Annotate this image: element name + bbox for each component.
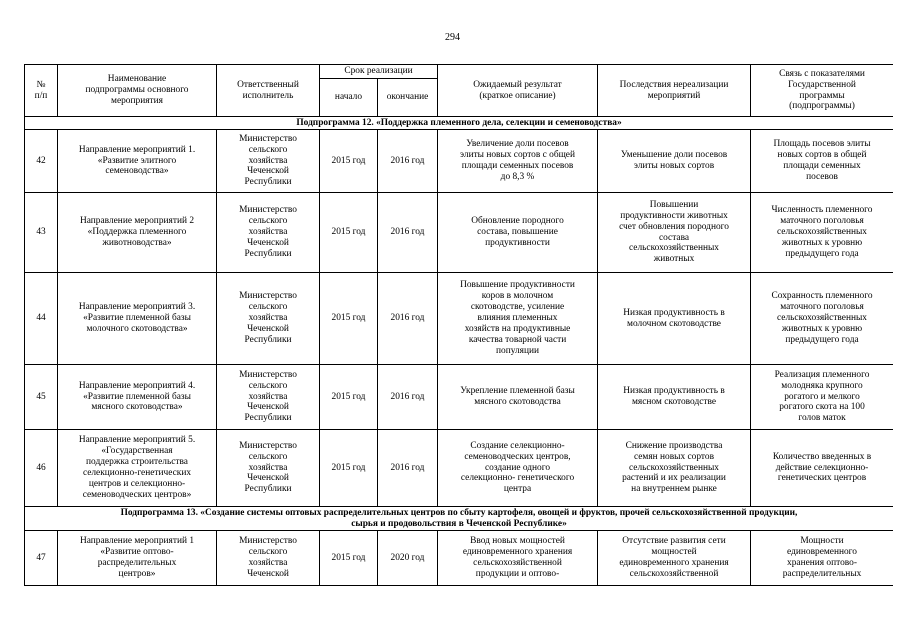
table-row [25,531,894,586]
header-consequences: Последствия нереализации мероприятий [598,65,751,117]
page-number: 294 [445,32,460,43]
cell-consequences: Низкая продуктивность в молочном скотоводстве [598,273,751,365]
cell-executor: Министерство сельского хозяйства Чеченской Республики [217,130,320,193]
cell-result: Обновление породного состава, повышение продуктивности [438,193,598,273]
table-row [25,365,894,430]
cell-consequences: Снижение производства семян новых сортов сельскохозяйственных растений и их реализации на внутреннем рынке [598,430,751,507]
cell-name: Направление мероприятий 2 «Поддержка племенного животноводства» [58,193,217,273]
cell-link: Реализация племенного молодняка крупного рогатого и мелкого рогатого скота на 100 голов маток [751,365,893,430]
cell-start: 2015 год [320,365,378,430]
cell-executor: Министерство сельского хозяйства Чеченской Республики [217,430,320,507]
header-row-1 [25,65,894,79]
cell-result: Ввод новых мощностей единовременного хранения сельскохозяйственной продукции и оптово- [438,531,598,586]
table-row [25,130,894,193]
cell-name: Направление мероприятий 5. «Государственная поддержка строительства селекционно-генетических центров и селекционно- семеноводческих центров» [58,430,217,507]
header-term-start: начало [320,79,378,117]
subprogram-title: Подпрограмма 13. «Создание системы оптовых распределительных центров по сбыту картофеля, овощей и фруктов, прочей сельскохозяйственной продукции, сырья и продовольствия в Чеченской Республике» [25,507,894,531]
cell-end: 2016 год [378,193,438,273]
cell-link: Количество введенных в действие селекционно- генетических центров [751,430,893,507]
measures-table [24,64,893,586]
cell-end: 2020 год [378,531,438,586]
cell-name: Направление мероприятий 4. «Развитие племенной базы мясного скотоводства» [58,365,217,430]
table-container [24,64,893,640]
header-link: Связь с показателями Государственной программы (подпрограммы) [751,65,893,117]
cell-executor: Министерство сельского хозяйства Чеченской Республики [217,273,320,365]
cell-executor: Министерство сельского хозяйства Чеченской Республики [217,193,320,273]
cell-result: Укрепление племенной базы мясного скотоводства [438,365,598,430]
cell-num: 42 [25,130,58,193]
header-result: Ожидаемый результат (краткое описание) [438,65,598,117]
cell-num: 44 [25,273,58,365]
cell-consequences: Низкая продуктивность в мясном скотоводстве [598,365,751,430]
cell-end: 2016 год [378,365,438,430]
cell-consequences: Уменьшение доли посевов элиты новых сортов [598,130,751,193]
cell-executor: Министерство сельского хозяйства Чеченской [217,531,320,586]
cell-num: 45 [25,365,58,430]
cell-executor: Министерство сельского хозяйства Чеченской Республики [217,365,320,430]
cell-result: Увеличение доли посевов элиты новых сортов с общей площади семенных посевов до 8,3 % [438,130,598,193]
cell-name: Направление мероприятий 1 «Развитие оптово- распределительных центров» [58,531,217,586]
cell-link: Площадь посевов элиты новых сортов в общей площади семенных посевов [751,130,893,193]
cell-num: 47 [25,531,58,586]
header-num: № п/п [25,65,58,117]
cell-name: Направление мероприятий 1. «Развитие элитного семеноводства» [58,130,217,193]
cell-result: Создание селекционно- семеноводческих центров, создание одного селекционно- генетического центра [438,430,598,507]
cell-link: Сохранность племенного маточного поголовья сельскохозяйственных животных к уровню предыдущего года [751,273,893,365]
table-row [25,273,894,365]
header-name: Наименование подпрограммы основного мероприятия [58,65,217,117]
cell-consequences: Повышении продуктивности животных счет обновления породного состава сельскохозяйственных животных [598,193,751,273]
cell-consequences: Отсутствие развития сети мощностей единовременного хранения сельскохозяйственной [598,531,751,586]
cell-start: 2015 год [320,430,378,507]
cell-end: 2016 год [378,430,438,507]
subprogram-row [25,117,894,130]
cell-num: 46 [25,430,58,507]
cell-link: Мощности единовременного хранения оптово- распределительных [751,531,893,586]
header-term-end: окончание [378,79,438,117]
cell-start: 2015 год [320,130,378,193]
header-executor: Ответственный исполнитель [217,65,320,117]
subprogram-title: Подпрограмма 12. «Поддержка племенного дела, селекции и семеноводства» [25,117,894,130]
cell-start: 2015 год [320,193,378,273]
table-row [25,430,894,507]
cell-num: 43 [25,193,58,273]
cell-start: 2015 год [320,273,378,365]
cell-start: 2015 год [320,531,378,586]
cell-end: 2016 год [378,273,438,365]
cell-name: Направление мероприятий 3. «Развитие племенной базы молочного скотоводства» [58,273,217,365]
cell-end: 2016 год [378,130,438,193]
table-row [25,193,894,273]
cell-link: Численность племенного маточного поголовья сельскохозяйственных животных к уровню предыдущего года [751,193,893,273]
cell-result: Повышение продуктивности коров в молочном скотоводстве, усиление влияния племенных хозяйств на продуктивные качества товарной части популяции [438,273,598,365]
header-term: Срок реализации [320,65,438,79]
subprogram-row [25,507,894,531]
